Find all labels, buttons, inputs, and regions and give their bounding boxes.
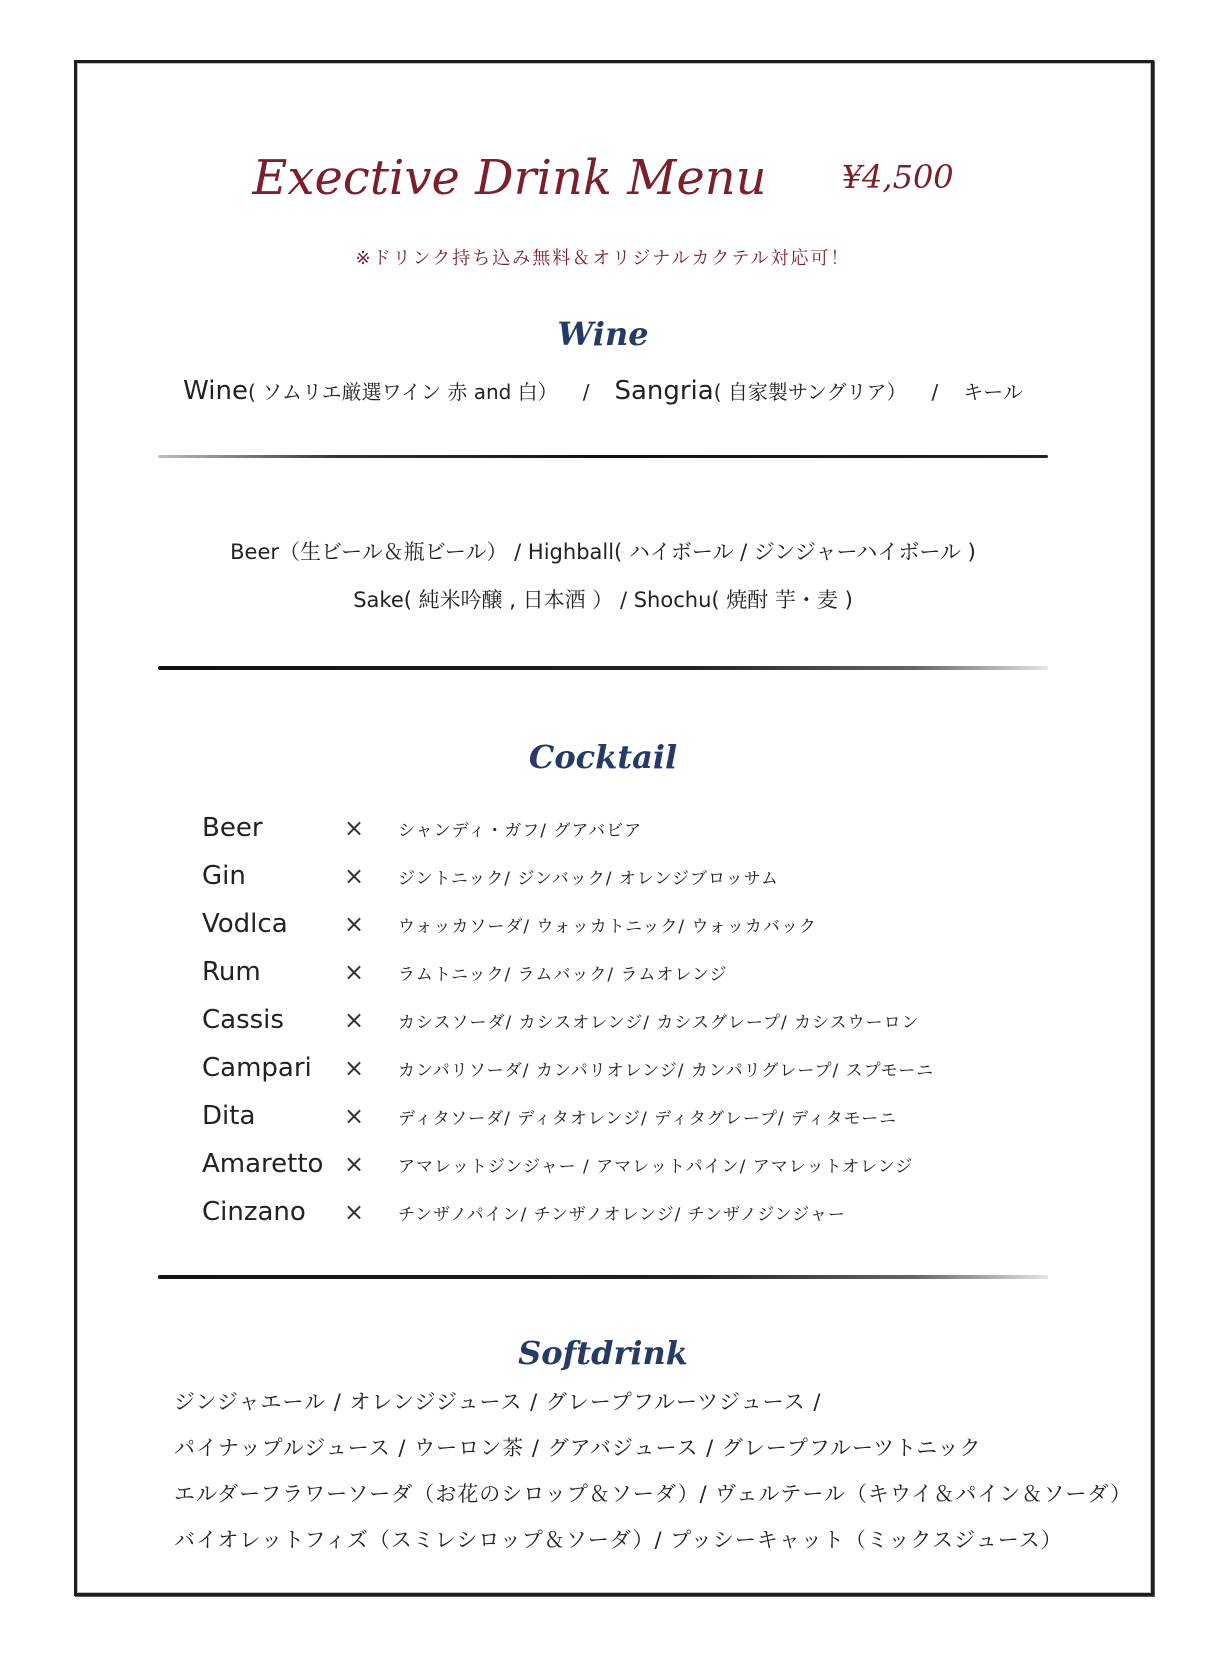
sangria-separator: / [931,380,939,404]
sangria-name: Sangria [614,376,714,406]
menu-price: ¥4,500 [841,158,954,196]
cocktail-row [202,900,934,948]
cocktail-base: Campari [202,1053,312,1083]
times-sign: × [344,1102,365,1130]
menu-title: Exective Drink Menu [252,150,767,206]
wine-heading: Wine [557,315,649,353]
times-sign: × [344,862,365,890]
cocktail-heading: Cocktail [528,738,678,776]
times-sign: × [344,1054,365,1082]
wine-name: Wine [183,376,249,406]
cocktail-base: Cinzano [202,1197,306,1227]
cocktail-base: Amaretto [202,1149,324,1179]
wine-separator: / [582,380,590,404]
cocktail-row [202,804,934,852]
times-sign: × [344,1006,365,1034]
wine-line [0,376,1206,406]
cocktail-base: Gin [202,861,246,891]
cocktail-base: Vodlca [202,909,288,939]
cocktail-row [202,1092,934,1140]
times-sign: × [344,958,365,986]
softdrink-line: バイオレットフィズ（スミレシロップ＆ソーダ）/ プッシーキャット（ミックスジュース） [174,1528,1063,1552]
times-sign: × [344,1198,365,1226]
kir-item: キール [963,380,1023,404]
cocktail-row [202,1140,934,1188]
sake-shochu-line: Sake( 純米吟醸 , 日本酒 ） / Shochu( 焼酎 芋・麦 ) [353,588,853,612]
divider-2 [158,666,1048,670]
times-sign: × [344,1150,365,1178]
sangria-desc: ( 自家製サングリア） [713,380,907,404]
cocktail-drinks: ウォッカソーダ/ ウォッカトニック/ ウォッカバック [398,916,817,937]
cocktail-row [202,1044,934,1092]
softdrink-list [174,1386,1132,1570]
softdrink-line: ジンジャエール / オレンジジュース / グレープフルーツジュース / [174,1390,822,1414]
times-sign: × [344,910,365,938]
cocktail-drinks: チンザノパイン/ チンザノオレンジ/ チンザノジンジャー [398,1204,846,1225]
cocktail-base: Dita [202,1101,256,1131]
cocktail-drinks: アマレットジンジャー / アマレットパイン/ アマレットオレンジ [398,1156,914,1177]
menu-note: ※ドリンク持ち込み無料＆オリジナルカクテル対応可！ [355,248,851,269]
cocktail-row [202,1188,934,1236]
softdrink-line: エルダーフラワーソーダ（お花のシロップ＆ソーダ）/ ヴェルテール（キウイ＆パイン＆ソーダ） [174,1482,1132,1506]
cocktail-drinks: カンパリソーダ/ カンパリオレンジ/ カンパリグレープ/ スプモーニ [398,1060,935,1081]
cocktail-drinks: ラムトニック/ ラムバック/ ラムオレンジ [398,964,728,985]
cocktail-row [202,852,934,900]
divider-3 [158,1275,1048,1279]
cocktail-row [202,948,934,996]
times-sign: × [344,814,365,842]
cocktail-drinks: ジントニック/ ジンバック/ オレンジブロッサム [398,868,779,889]
cocktail-base: Rum [202,957,261,987]
cocktail-drinks: カシスソーダ/ カシスオレンジ/ カシスグレープ/ カシスウーロン [398,1012,920,1033]
divider-1 [158,455,1048,458]
cocktail-drinks: ディタソーダ/ ディタオレンジ/ ディタグレープ/ ディタモーニ [398,1108,898,1129]
cocktail-drinks: シャンディ・ガフ/ グアバビア [398,820,643,841]
cocktail-list [202,804,934,1236]
softdrink-heading: Softdrink [518,1334,688,1372]
cocktail-row [202,996,934,1044]
softdrink-line: パイナップルジュース / ウーロン茶 / グアバジュース / グレープフルーツトニック [174,1436,982,1460]
beer-highball-line: Beer（生ビール＆瓶ビール） / Highball( ハイボール / ジンジャーハイボール ) [230,540,976,564]
cocktail-base: Beer [202,813,263,843]
menu-title-block [0,150,1206,206]
wine-desc: ( ソムリエ厳選ワイン 赤 and 白） [248,380,558,404]
cocktail-base: Cassis [202,1005,284,1035]
